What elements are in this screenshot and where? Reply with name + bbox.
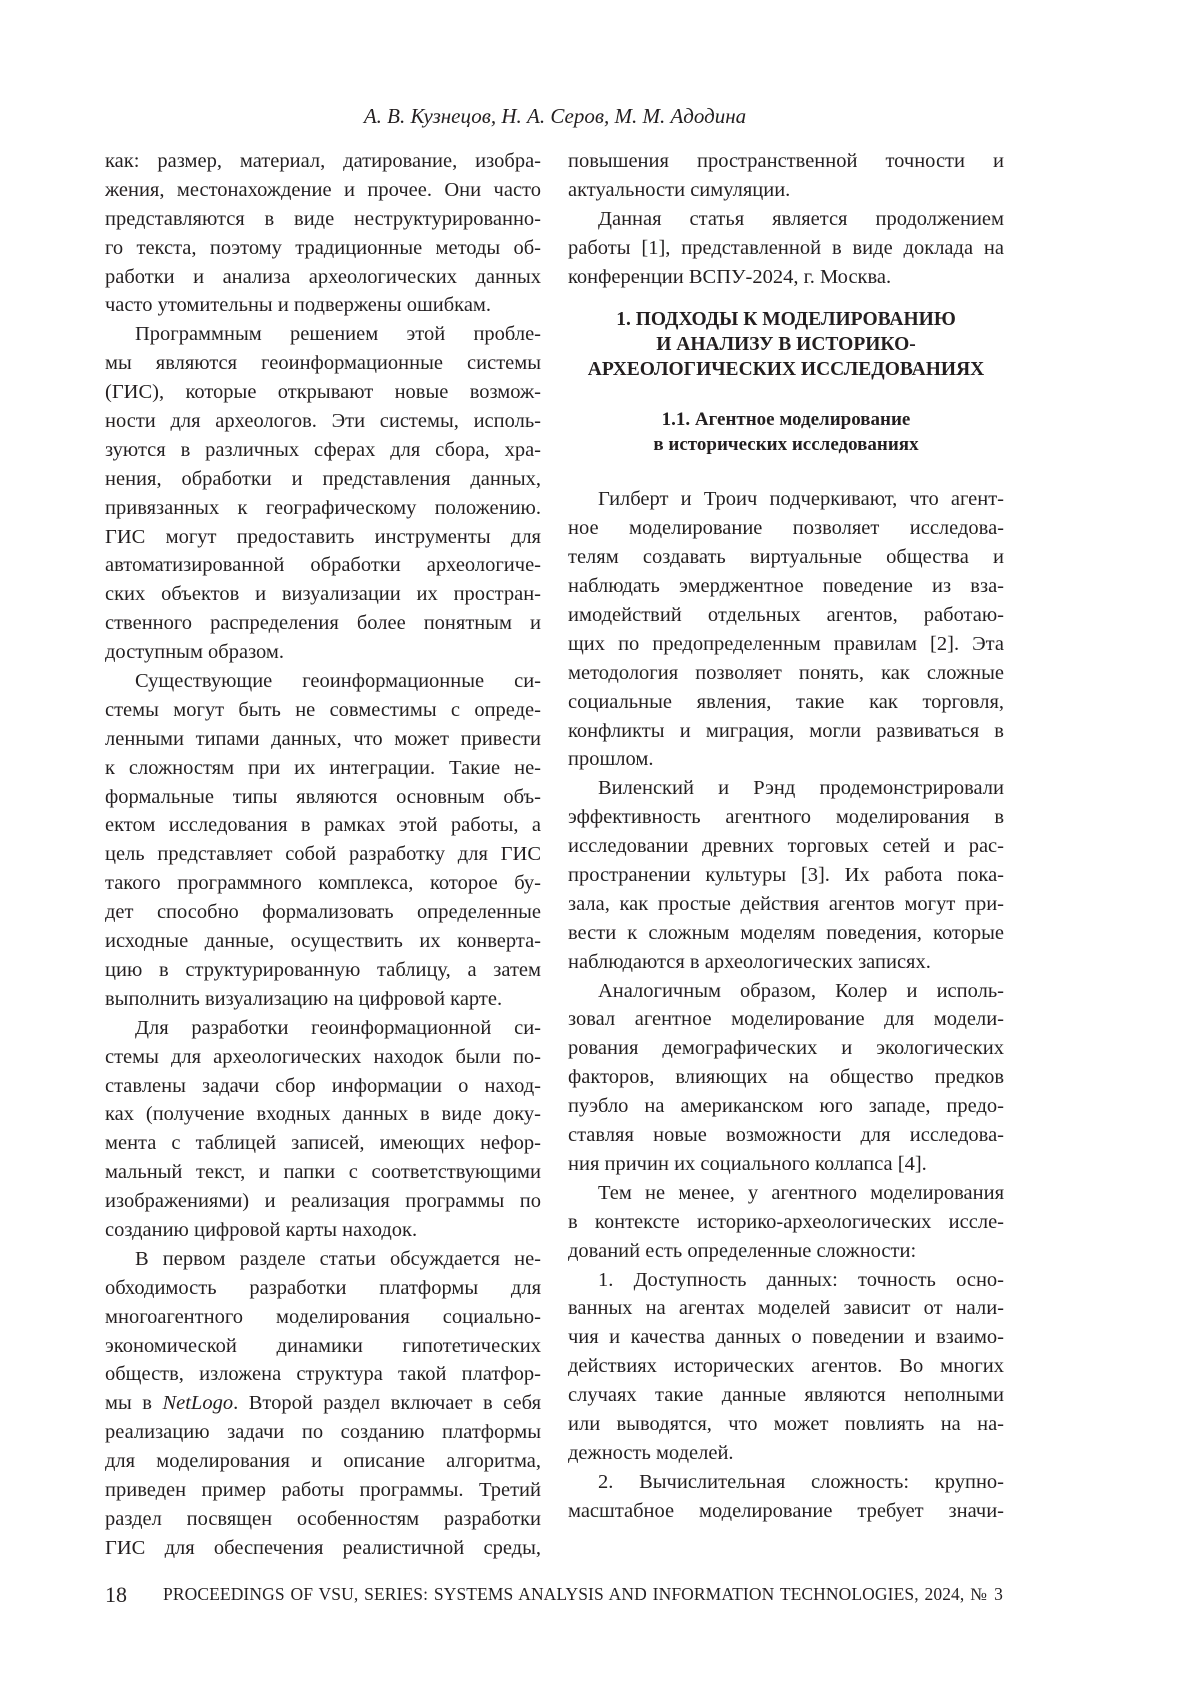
paragraph [568,1266,1004,1468]
text-line: стемы могут быть не совместимы с опреде- [105,696,541,725]
text-line: Данная статья является продолжением [568,205,1004,234]
text-line: ГИС для обеспечения реалистичной среды, [105,1534,541,1563]
text-segment: мы в [105,1392,162,1414]
subsection-heading [568,407,1004,457]
text-line: ставлены задачи сбор информации о наход- [105,1072,541,1101]
text-line: автоматизированной обработки археологиче- [105,551,541,580]
text-line: актуальности симуляции. [568,176,1004,205]
text-line: Программным решением этой пробле- [105,320,541,349]
text-line: Для разработки геоинформационной си- [105,1014,541,1043]
paragraph [568,147,1004,205]
text-line: (ГИС), которые открывают новые возмож- [105,378,541,407]
text-line: имодействий отдельных агентов, работаю- [568,601,1004,630]
text-line: к сложностям при их интеграции. Такие не- [105,754,541,783]
text-line: мальный текст, и папки с соответствующими [105,1158,541,1187]
text-line: рования демографических и экологических [568,1034,1004,1063]
text-line: вести к сложным моделям поведения, которые [568,919,1004,948]
text-line: созданию цифровой карты находок. [105,1216,541,1245]
text-line: дежность моделей. [568,1439,1004,1468]
text-line: изображениями) и реализация программы по [105,1187,541,1216]
text-line: ектом исследования в рамках этой работы, а [105,811,541,840]
text-line: прошлом. [568,745,1004,774]
text-line: дет способно формализовать определенные [105,898,541,927]
text-line: ках (получение входных данных в виде доку- [105,1100,541,1129]
right-column [568,147,1004,1526]
journal-footer: PROCEEDINGS OF VSU, SERIES: SYSTEMS ANALYSIS AND INFORMATION TECHNOLOGIES, 2024, № 3 [163,1584,1003,1605]
paragraph [568,977,1004,1179]
text-line: доступным образом. [105,638,541,667]
subsection-heading-line: в исторических исследованиях [568,432,1004,457]
paragraph [105,147,541,320]
running-head-authors: А. В. Кузнецов, Н. А. Серов, М. М. Адодина [0,104,1110,129]
text-line: работки и анализа археологических данных [105,263,541,292]
text-line: в контексте историко-археологических иссле- [568,1208,1004,1237]
section-heading-line: АРХЕОЛОГИЧЕСКИХ ИССЛЕДОВАНИЯХ [568,357,1004,382]
paragraph [105,1014,541,1245]
paragraph [105,320,541,667]
text-line: исследовании древних торговых сетей и рас- [568,832,1004,861]
text-line: Существующие геоинформационные си- [105,667,541,696]
text-line: стемы для археологических находок были по- [105,1043,541,1072]
text-line: реализацию задачи по созданию платформы [105,1418,541,1447]
text-line: экономической динамики гипотетических [105,1332,541,1361]
text-line: телям создавать виртуальные общества и [568,543,1004,572]
text-line: представляются в виде неструктурированно- [105,205,541,234]
text-line: наблюдаются в археологических записях. [568,948,1004,977]
text-line: такого программного комплекса, которое бу- [105,869,541,898]
section-heading-line: И АНАЛИЗУ В ИСТОРИКО- [568,332,1004,357]
text-line: зала, как простые действия агентов могут при- [568,890,1004,919]
text-line: Виленский и Рэнд продемонстрировали [568,774,1004,803]
italic-term: NetLogo [162,1392,233,1414]
text-line: социальные явления, такие как торговля, [568,688,1004,717]
text-line: пространении культуры [3]. Их работа пока- [568,861,1004,890]
text-line: цию в структурированную таблицу, а затем [105,956,541,985]
body-text [568,485,1004,1525]
text-line: Аналогичным образом, Колер и исполь- [568,977,1004,1006]
text-line: обходимость разработки платформы для [105,1274,541,1303]
text-line: наблюдать эмерджентное поведение из вза- [568,572,1004,601]
paragraph [568,1179,1004,1266]
text-line: Гилберт и Троич подчеркивают, что агент- [568,485,1004,514]
text-line: го текста, поэтому традиционные методы об- [105,234,541,263]
text-line: нения, обработки и представления данных, [105,465,541,494]
text-line: для моделирования и описание алгоритма, [105,1447,541,1476]
text-line: раздел посвящен особенностям разработки [105,1505,541,1534]
text-line: работы [1], представленной в виде доклада на [568,234,1004,263]
text-line: Тем не менее, у агентного моделирования [568,1179,1004,1208]
section-heading-line: 1. ПОДХОДЫ К МОДЕЛИРОВАНИЮ [568,307,1004,332]
text-line: обществ, изложена структура такой платфор- [105,1360,541,1389]
text-line: дований есть определенные сложности: [568,1237,1004,1266]
text-line: ности для археологов. Эти системы, исполь- [105,407,541,436]
text-line: ГИС могут предоставить инструменты для [105,523,541,552]
text-line: часто утомительны и подвержены ошибкам. [105,291,541,320]
subsection-heading-line: 1.1. Агентное моделирование [568,407,1004,432]
text-segment: . Второй раздел включает в себя [233,1392,541,1414]
paragraph [568,1468,1004,1526]
text-line: ственного распределения более понятным и [105,609,541,638]
text-line: ное моделирование позволяет исследова- [568,514,1004,543]
section-heading [568,307,1004,382]
paragraph [568,205,1004,292]
text-line: исходные данные, осуществить их конверта- [105,927,541,956]
text-line: ставляя новые возможности для исследова- [568,1121,1004,1150]
text-line: конфликты и миграция, могли развиваться в [568,717,1004,746]
text-line: конференции ВСПУ-2024, г. Москва. [568,263,1004,292]
text-line [105,1389,541,1418]
text-line: выполнить визуализацию на цифровой карте. [105,985,541,1014]
left-column [105,147,541,1563]
text-line: мента с таблицей записей, имеющих нефор- [105,1129,541,1158]
text-line: повышения пространственной точности и [568,147,1004,176]
text-line: щих по предопределенным правилам [2]. Эта [568,630,1004,659]
text-line: методология позволяет понять, как сложные [568,659,1004,688]
text-line: 1. Доступность данных: точность осно- [568,1266,1004,1295]
text-line: мы являются геоинформационные системы [105,349,541,378]
text-line: 2. Вычислительная сложность: крупно- [568,1468,1004,1497]
text-line: приведен пример работы программы. Третий [105,1476,541,1505]
text-line: цель представляет собой разработку для ГИС [105,840,541,869]
text-line: ских объектов и визуализации их простран- [105,580,541,609]
text-line: эффективность агентного моделирования в [568,803,1004,832]
text-line: чия и качества данных о поведении и взаимо- [568,1323,1004,1352]
text-line: пуэбло на американском юго западе, предо- [568,1092,1004,1121]
text-line: ванных на агентах моделей зависит от нали- [568,1294,1004,1323]
text-line: факторов, влияющих на общество предков [568,1063,1004,1092]
text-line: случаях такие данные являются неполными [568,1381,1004,1410]
paragraph [105,667,541,1014]
intro-text [568,147,1004,291]
paragraph [105,1245,541,1563]
paragraph [568,774,1004,976]
text-line: В первом разделе статьи обсуждается не- [105,1245,541,1274]
text-line: формальные типы являются основным объ- [105,783,541,812]
text-line: ния причин их социального коллапса [4]. [568,1150,1004,1179]
page-number: 18 [105,1582,127,1608]
text-line: действиях исторических агентов. Во многих [568,1352,1004,1381]
paragraph [568,485,1004,774]
text-line: или выводятся, что может повлиять на на- [568,1410,1004,1439]
text-line: как: размер, материал, датирование, изобра- [105,147,541,176]
text-line: зуются в различных сферах для сбора, хра- [105,436,541,465]
text-line: ленными типами данных, что может привести [105,725,541,754]
text-line: зовал агентное моделирование для модели- [568,1005,1004,1034]
text-line: масштабное моделирование требует значи- [568,1497,1004,1526]
text-line: привязанных к географическому положению. [105,494,541,523]
text-line: жения, местонахождение и прочее. Они часто [105,176,541,205]
text-line: многоагентного моделирования социально- [105,1303,541,1332]
